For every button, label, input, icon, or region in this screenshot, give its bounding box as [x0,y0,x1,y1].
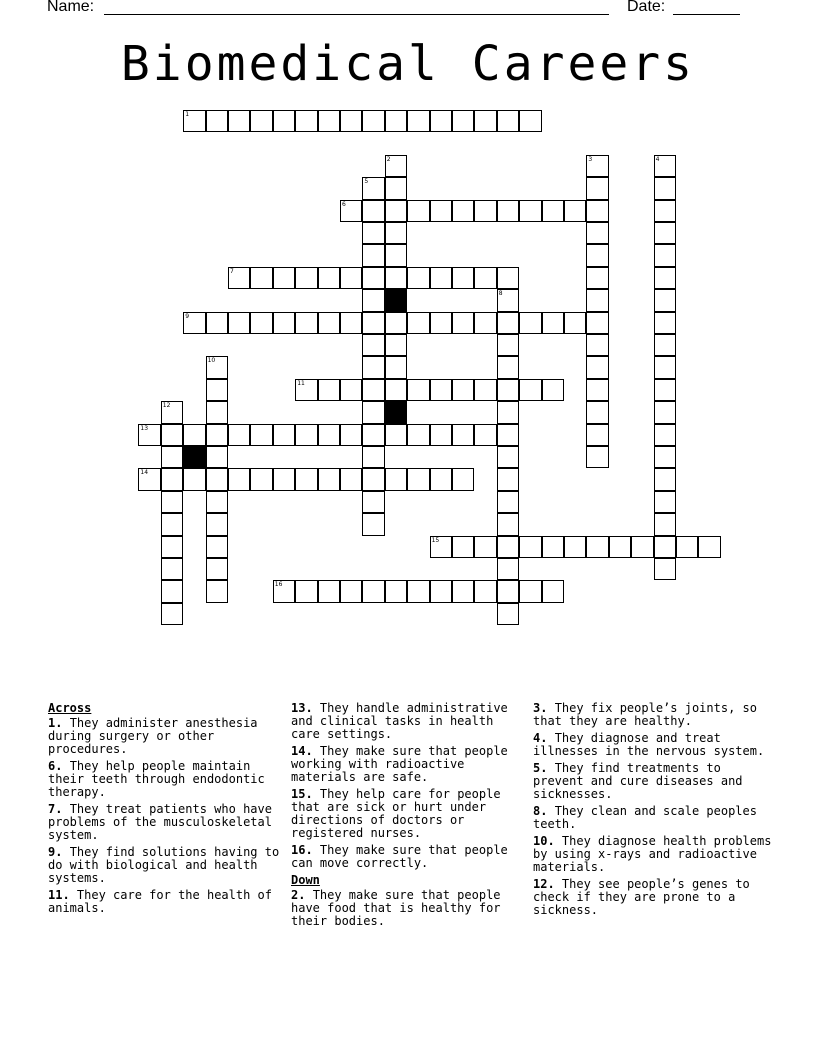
clue-number: 9 [185,312,190,320]
clue-item [291,745,527,784]
grid-cell[interactable] [161,513,183,535]
grid-cell[interactable] [385,468,407,490]
grid-cell[interactable] [385,200,407,222]
grid-cell[interactable] [586,200,608,222]
grid-cell[interactable] [228,267,250,289]
grid-cell[interactable] [586,267,608,289]
grid-cell[interactable] [497,536,519,558]
grid-cell[interactable] [206,379,228,401]
grid-cell[interactable] [586,356,608,378]
clue-text: They diagnose health problems by using x-rays and radioactive materials. [533,834,772,874]
grid-cell[interactable] [497,334,519,356]
grid-cell[interactable] [497,491,519,513]
grid-cell[interactable] [430,312,452,334]
clue-item [291,889,527,928]
grid-cell[interactable] [407,468,429,490]
clue-num: 5. [533,761,548,775]
clue-num: 16. [291,843,313,857]
grid-cell[interactable] [362,513,384,535]
clue-text: They find treatments to prevent and cure diseases and sicknesses. [533,761,743,801]
clue-text: They fix people’s joints, so that they are healthy. [533,701,757,728]
grid-cell[interactable] [228,312,250,334]
clue-num: 6. [48,759,63,773]
grid-cell[interactable] [273,267,295,289]
grid-cell[interactable] [497,267,519,289]
grid-cell[interactable] [586,536,608,558]
grid-cell[interactable] [407,379,429,401]
grid-cell[interactable] [474,379,496,401]
grid-cell[interactable] [654,289,676,311]
grid-cell[interactable] [138,424,160,446]
grid-cell[interactable] [362,244,384,266]
grid-cell[interactable] [519,379,541,401]
grid-cell[interactable] [385,110,407,132]
clue-text: They find solutions having to do with biological and health systems. [48,845,280,885]
clue-text: They make sure that people can move correctly. [291,843,508,870]
grid-cell[interactable] [250,267,272,289]
name-label: Name: [47,0,95,15]
grid-cell[interactable] [206,491,228,513]
black-square [183,446,205,468]
grid-cell[interactable] [385,356,407,378]
grid-cell[interactable] [452,580,474,602]
grid-cell[interactable] [654,424,676,446]
clue-number: 15 [431,536,440,544]
grid-cell[interactable] [183,110,205,132]
grid-cell[interactable] [430,468,452,490]
clue-num: 4. [533,731,548,745]
grid-cell[interactable] [318,110,340,132]
grid-cell[interactable] [206,446,228,468]
clue-number: 13 [140,424,149,432]
clue-number: 16 [274,581,283,589]
grid-cell[interactable] [430,110,452,132]
clue-text: They care for the health of animals. [48,888,272,915]
grid-cell[interactable] [362,424,384,446]
grid-cell[interactable] [654,200,676,222]
grid-cell[interactable] [385,379,407,401]
grid-cell[interactable] [340,580,362,602]
grid-cell[interactable] [407,312,429,334]
grid-cell[interactable] [654,468,676,490]
grid-cell[interactable] [340,267,362,289]
grid-cell[interactable] [474,536,496,558]
grid-cell[interactable] [452,536,474,558]
clue-text: They help care for people that are sick or hurt under directions of doctors or registered nurses. [291,787,501,840]
grid-cell[interactable] [698,536,720,558]
grid-cell[interactable] [206,558,228,580]
clue-number: 14 [140,469,149,477]
grid-cell[interactable] [362,379,384,401]
grid-cell[interactable] [654,155,676,177]
grid-cell[interactable] [474,267,496,289]
grid-cell[interactable] [497,356,519,378]
grid-cell[interactable] [497,401,519,423]
clue-num: 8. [533,804,548,818]
grid-cell[interactable] [206,312,228,334]
down-heading: Down [291,873,320,887]
grid-cell[interactable] [250,110,272,132]
grid-cell[interactable] [228,424,250,446]
grid-cell[interactable] [586,289,608,311]
black-square [385,401,407,423]
grid-cell[interactable] [452,468,474,490]
clue-text: They make sure that people have food that is healthy for their bodies. [291,888,501,928]
clue-text: They help people maintain their teeth through endodontic therapy. [48,759,265,799]
grid-cell[interactable] [654,334,676,356]
grid-cell[interactable] [318,580,340,602]
grid-cell[interactable] [362,356,384,378]
clue-item [533,732,773,758]
grid-cell[interactable] [273,424,295,446]
grid-cell[interactable] [206,424,228,446]
grid-cell[interactable] [519,580,541,602]
clue-item [48,803,280,842]
grid-cell[interactable] [452,200,474,222]
clue-num: 11. [48,888,70,902]
grid-cell[interactable] [183,468,205,490]
grid-cell[interactable] [228,110,250,132]
grid-cell[interactable] [362,446,384,468]
clue-text: They clean and scale peoples teeth. [533,804,757,831]
grid-cell[interactable] [161,558,183,580]
grid-cell[interactable] [385,177,407,199]
clue-text: They administer anesthesia during surgery or other procedures. [48,716,258,756]
grid-cell[interactable] [273,110,295,132]
grid-cell[interactable] [430,536,452,558]
grid-cell[interactable] [654,401,676,423]
grid-cell[interactable] [407,110,429,132]
clue-text: They treat patients who have problems of the musculoskeletal system. [48,802,272,842]
grid-cell[interactable] [161,424,183,446]
grid-cell[interactable] [654,446,676,468]
clue-column-1 [48,702,280,919]
grid-cell[interactable] [452,379,474,401]
clue-num: 9. [48,845,63,859]
grid-cell[interactable] [542,312,564,334]
grid-cell[interactable] [497,603,519,625]
grid-cell[interactable] [206,513,228,535]
grid-cell[interactable] [474,110,496,132]
clue-number: 2 [386,155,391,163]
grid-cell[interactable] [385,580,407,602]
grid-cell[interactable] [654,222,676,244]
grid-cell[interactable] [340,379,362,401]
grid-cell[interactable] [161,536,183,558]
clue-text: They make sure that people working with radioactive materials are safe. [291,744,508,784]
grid-cell[interactable] [295,312,317,334]
clue-number: 5 [364,178,369,186]
clue-num: 1. [48,716,63,730]
grid-cell[interactable] [474,312,496,334]
grid-cell[interactable] [497,379,519,401]
grid-cell[interactable] [183,424,205,446]
grid-cell[interactable] [586,379,608,401]
clue-text: They handle administrative and clinical tasks in health care settings. [291,701,508,741]
grid-cell[interactable] [161,446,183,468]
grid-cell[interactable] [654,513,676,535]
grid-cell[interactable] [206,110,228,132]
grid-cell[interactable] [407,267,429,289]
clue-item [48,760,280,799]
grid-cell[interactable] [430,424,452,446]
grid-cell[interactable] [586,155,608,177]
grid-cell[interactable] [564,200,586,222]
clue-num: 15. [291,787,313,801]
grid-cell[interactable] [654,491,676,513]
clue-item [291,788,527,840]
across-heading: Across [48,701,92,715]
date-label: Date: [627,0,666,15]
clue-item [533,702,773,728]
grid-cell[interactable] [452,424,474,446]
clue-number: 12 [162,402,171,410]
grid-cell[interactable] [206,536,228,558]
grid-cell[interactable] [654,379,676,401]
grid-cell[interactable] [340,312,362,334]
grid-cell[interactable] [542,200,564,222]
grid-cell[interactable] [407,580,429,602]
grid-cell[interactable] [519,200,541,222]
grid-cell[interactable] [654,356,676,378]
grid-cell[interactable] [362,401,384,423]
grid-cell[interactable] [362,200,384,222]
clue-number: 10 [207,357,216,365]
grid-cell[interactable] [385,424,407,446]
grid-cell[interactable] [474,580,496,602]
grid-cell[interactable] [586,312,608,334]
grid-cell[interactable] [497,200,519,222]
grid-cell[interactable] [654,267,676,289]
grid-cell[interactable] [430,267,452,289]
clue-text: They diagnose and treat illnesses in the nervous system. [533,731,765,758]
clue-text: They see people’s genes to check if they are prone to a sickness. [533,877,750,917]
grid-cell[interactable] [161,603,183,625]
grid-cell[interactable] [497,110,519,132]
clue-item [48,846,280,885]
grid-cell[interactable] [474,200,496,222]
grid-cell[interactable] [430,200,452,222]
clue-item [48,889,280,915]
grid-cell[interactable] [295,267,317,289]
grid-cell[interactable] [362,491,384,513]
clue-item [533,878,773,917]
grid-cell[interactable] [273,468,295,490]
clue-num: 13. [291,701,313,715]
clue-number: 1 [185,111,190,118]
grid-cell[interactable] [654,536,676,558]
clue-item [48,717,280,756]
grid-cell[interactable] [586,424,608,446]
grid-cell[interactable] [318,312,340,334]
grid-cell[interactable] [586,244,608,266]
grid-cell[interactable] [362,312,384,334]
grid-cell[interactable] [497,446,519,468]
clue-num: 3. [533,701,548,715]
grid-cell[interactable] [340,468,362,490]
grid-cell[interactable] [564,536,586,558]
clue-item [291,844,527,870]
grid-cell[interactable] [161,468,183,490]
grid-cell[interactable] [519,312,541,334]
grid-cell[interactable] [362,580,384,602]
clue-number: 11 [297,379,305,387]
grid-cell[interactable] [206,401,228,423]
clue-item [533,805,773,831]
grid-cell[interactable] [519,536,541,558]
grid-cell[interactable] [362,177,384,199]
puzzle-title: Biomedical Careers [120,36,696,92]
grid-cell[interactable] [497,312,519,334]
grid-cell[interactable] [430,580,452,602]
clue-column-3 [533,702,773,921]
grid-cell[interactable] [631,536,653,558]
grid-cell[interactable] [385,155,407,177]
grid-cell[interactable] [206,356,228,378]
grid-cell[interactable] [295,580,317,602]
grid-cell[interactable] [362,289,384,311]
clue-number: 3 [588,155,593,163]
grid-cell[interactable] [385,267,407,289]
clue-num: 7. [48,802,63,816]
grid-cell[interactable] [564,312,586,334]
grid-cell[interactable] [362,110,384,132]
grid-cell[interactable] [609,536,631,558]
grid-cell[interactable] [161,401,183,423]
grid-cell[interactable] [340,424,362,446]
grid-cell[interactable] [385,334,407,356]
grid-cell[interactable] [586,177,608,199]
grid-cell[interactable] [519,110,541,132]
grid-cell[interactable] [340,110,362,132]
grid-cell[interactable] [228,468,250,490]
grid-cell[interactable] [161,491,183,513]
clue-item [291,702,527,741]
grid-cell[interactable] [362,468,384,490]
grid-cell[interactable] [654,558,676,580]
grid-cell[interactable] [676,536,698,558]
grid-cell[interactable] [385,312,407,334]
grid-cell[interactable] [183,312,205,334]
grid-cell[interactable] [586,401,608,423]
grid-cell[interactable] [542,379,564,401]
clue-num: 10. [533,834,555,848]
grid-cell[interactable] [206,468,228,490]
grid-cell[interactable] [586,334,608,356]
grid-cell[interactable] [586,222,608,244]
grid-cell[interactable] [295,424,317,446]
clue-number: 8 [498,290,503,298]
grid-cell[interactable] [295,110,317,132]
grid-cell[interactable] [161,580,183,602]
grid-cell[interactable] [654,244,676,266]
grid-cell[interactable] [295,468,317,490]
grid-cell[interactable] [542,536,564,558]
black-square [385,289,407,311]
grid-cell[interactable] [362,267,384,289]
grid-cell[interactable] [250,312,272,334]
clue-item [533,835,773,874]
grid-cell[interactable] [250,468,272,490]
grid-cell[interactable] [452,267,474,289]
grid-cell[interactable] [318,379,340,401]
grid-cell[interactable] [362,334,384,356]
grid-cell[interactable] [452,312,474,334]
grid-cell[interactable] [340,200,362,222]
grid-cell[interactable] [318,468,340,490]
clue-number: 6 [342,200,346,208]
grid-cell[interactable] [497,468,519,490]
grid-cell[interactable] [318,424,340,446]
grid-cell[interactable] [586,446,608,468]
grid-cell[interactable] [542,580,564,602]
grid-cell[interactable] [407,200,429,222]
grid-cell[interactable] [497,424,519,446]
grid-cell[interactable] [206,580,228,602]
grid-cell[interactable] [654,177,676,199]
grid-cell[interactable] [273,312,295,334]
grid-cell[interactable] [250,424,272,446]
grid-cell[interactable] [497,289,519,311]
grid-cell[interactable] [362,222,384,244]
grid-cell[interactable] [452,110,474,132]
clue-num: 14. [291,744,313,758]
grid-cell[interactable] [654,312,676,334]
grid-cell[interactable] [385,222,407,244]
clue-num: 2. [291,888,306,902]
grid-cell[interactable] [138,468,160,490]
clue-column-2 [291,702,527,932]
grid-cell[interactable] [295,379,317,401]
clue-item [533,762,773,801]
grid-cell[interactable] [430,379,452,401]
clue-number: 7 [230,267,234,275]
grid-cell[interactable] [497,558,519,580]
clue-num: 12. [533,877,555,891]
grid-cell[interactable] [407,424,429,446]
grid-cell[interactable] [474,424,496,446]
grid-cell[interactable] [385,244,407,266]
grid-cell[interactable] [497,580,519,602]
grid-cell[interactable] [497,513,519,535]
clue-number: 4 [655,155,660,163]
grid-cell[interactable] [318,267,340,289]
grid-cell[interactable] [273,580,295,602]
